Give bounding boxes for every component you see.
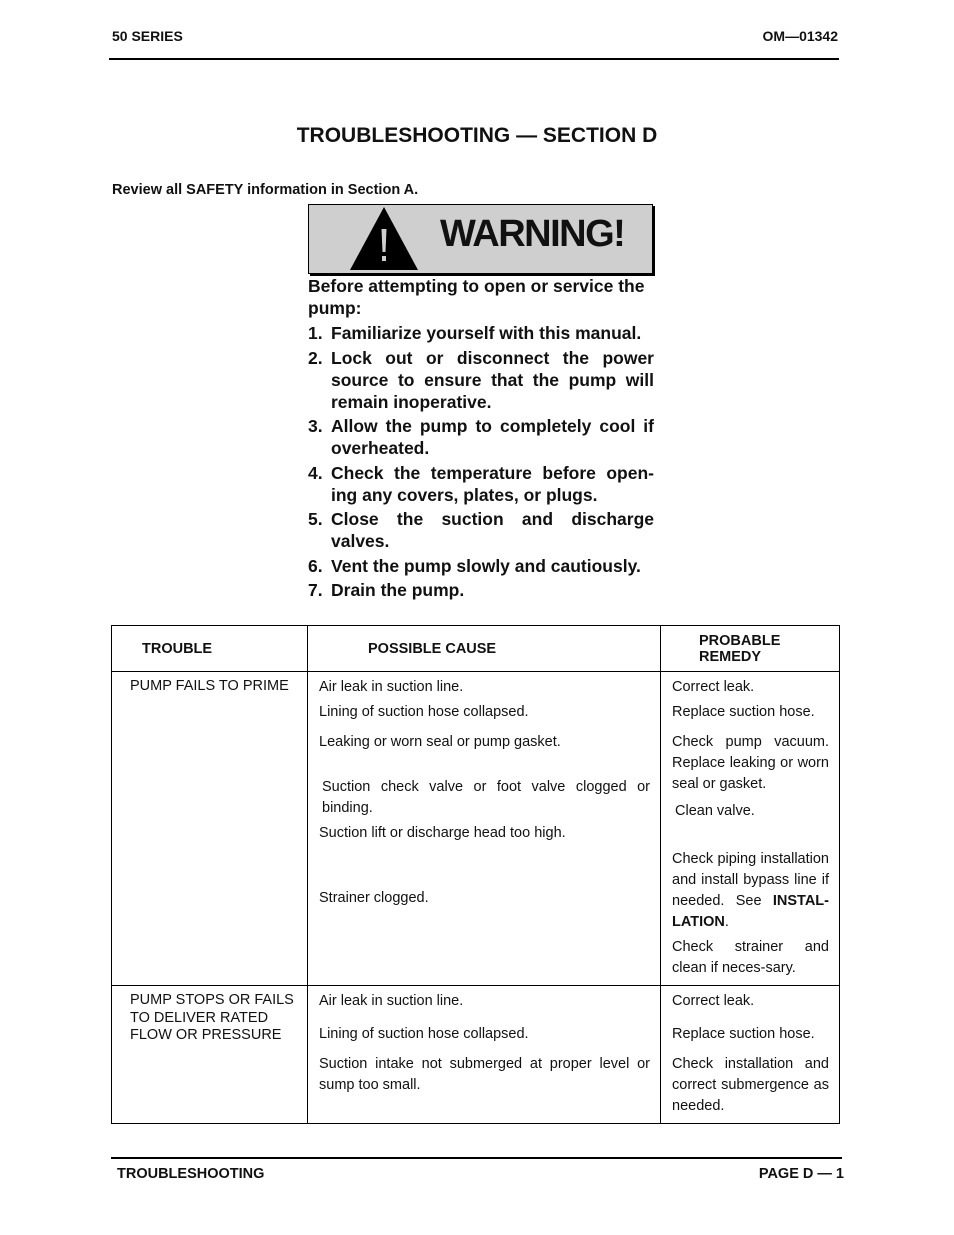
- remedy-item: Check installation and correct submergence as needed.: [672, 1056, 829, 1114]
- cause-item: Suction intake not submerged at proper level or sump too small.: [319, 1056, 650, 1093]
- warning-instructions: [308, 275, 654, 604]
- step-text: Vent the pump slowly and cautiously.: [331, 555, 641, 576]
- table-row: [112, 986, 840, 1124]
- warning-step: [308, 555, 654, 577]
- step-number: 4.: [308, 462, 323, 483]
- warning-banner: [308, 204, 653, 274]
- trouble-cell: PUMP STOPS OR FAILS TO DELIVER RATED FLOW OR PRESSURE: [112, 986, 308, 1124]
- warning-step: [308, 579, 654, 601]
- cause-item: Lining of suction hose collapsed.: [319, 1026, 529, 1042]
- troubleshooting-table: [111, 625, 840, 1124]
- footer-rule: [111, 1157, 842, 1159]
- remedy-item: [672, 849, 829, 933]
- warning-step: [308, 508, 654, 552]
- warning-step: [308, 415, 654, 459]
- step-text: Close the suction and discharge valves.: [331, 509, 654, 551]
- warning-steps: [308, 322, 654, 601]
- remedy-cell: [661, 672, 840, 986]
- warning-label: WARNING!: [440, 213, 625, 255]
- step-number: 5.: [308, 509, 323, 529]
- step-text: Drain the pump.: [331, 580, 465, 600]
- remedy-item: Replace suction hose.: [672, 704, 815, 720]
- footer-page-number: PAGE D — 1: [758, 1166, 844, 1182]
- page-title: TROUBLESHOOTING — SECTION D: [296, 124, 658, 147]
- step-number: 3.: [308, 416, 323, 436]
- table-row: [112, 672, 840, 986]
- trouble-cell: PUMP FAILS TO PRIME: [112, 672, 308, 986]
- cause-cell: [308, 672, 661, 986]
- remedy-text: Check piping installation and install bypass line if needed. See: [672, 851, 829, 909]
- header-possible-cause: POSSIBLE CAUSE: [308, 626, 661, 672]
- step-text: Allow the pump to completely cool if overheated.: [331, 416, 654, 458]
- step-number: 6.: [308, 555, 323, 576]
- step-text: Lock out or disconnect the power source to ensure that the pump will remain inoperative.: [331, 347, 654, 412]
- cause-item: Strainer clogged.: [319, 890, 429, 906]
- warning-step: [308, 347, 654, 413]
- cause-item: Suction lift or discharge head too high.: [319, 825, 566, 841]
- warning-step: [308, 322, 654, 344]
- header-probable-remedy: PROBABLE REMEDY: [661, 626, 840, 672]
- cause-item: Air leak in suction line.: [319, 679, 464, 695]
- warning-step: [308, 462, 654, 506]
- cause-item: Suction check valve or foot valve clogged or binding.: [322, 779, 650, 816]
- cause-cell: [308, 986, 661, 1124]
- header-trouble: TROUBLE: [112, 626, 308, 672]
- cause-item: Leaking or worn seal or pump gasket.: [319, 734, 561, 750]
- table-header-row: [112, 626, 840, 672]
- remedy-item: Check strainer and clean if neces-sary.: [672, 939, 829, 976]
- cause-item: Lining of suction hose collapsed.: [319, 704, 529, 720]
- header-series: 50 SERIES: [112, 28, 183, 44]
- remedy-cell: [661, 986, 840, 1124]
- warning-intro: Before attempting to open or service the pump:: [308, 276, 645, 318]
- step-number: 1.: [308, 323, 323, 343]
- header-rule: [109, 58, 839, 60]
- cause-item: Air leak in suction line.: [319, 993, 464, 1009]
- remedy-item: Correct leak.: [672, 679, 755, 695]
- installation-section-ref: INSTAL-LATION: [672, 893, 829, 930]
- header-doc-number: OM—01342: [762, 28, 838, 44]
- remedy-item: Replace suction hose.: [672, 1026, 815, 1042]
- remedy-item: Check pump vacuum. Replace leaking or worn seal or gasket.: [672, 734, 829, 792]
- step-text: Familiarize yourself with this manual.: [331, 323, 642, 343]
- remedy-item: Correct leak.: [672, 993, 755, 1009]
- remedy-text: .: [724, 914, 729, 930]
- warning-triangle-icon: [349, 207, 419, 271]
- remedy-item: Clean valve.: [675, 803, 755, 819]
- review-note: Review all SAFETY information in Section A.: [112, 182, 419, 198]
- footer-section: TROUBLESHOOTING: [117, 1166, 265, 1182]
- step-text: Check the temperature before open-ing any covers, plates, or plugs.: [331, 462, 654, 505]
- step-number: 2.: [308, 347, 323, 368]
- step-number: 7.: [308, 580, 323, 600]
